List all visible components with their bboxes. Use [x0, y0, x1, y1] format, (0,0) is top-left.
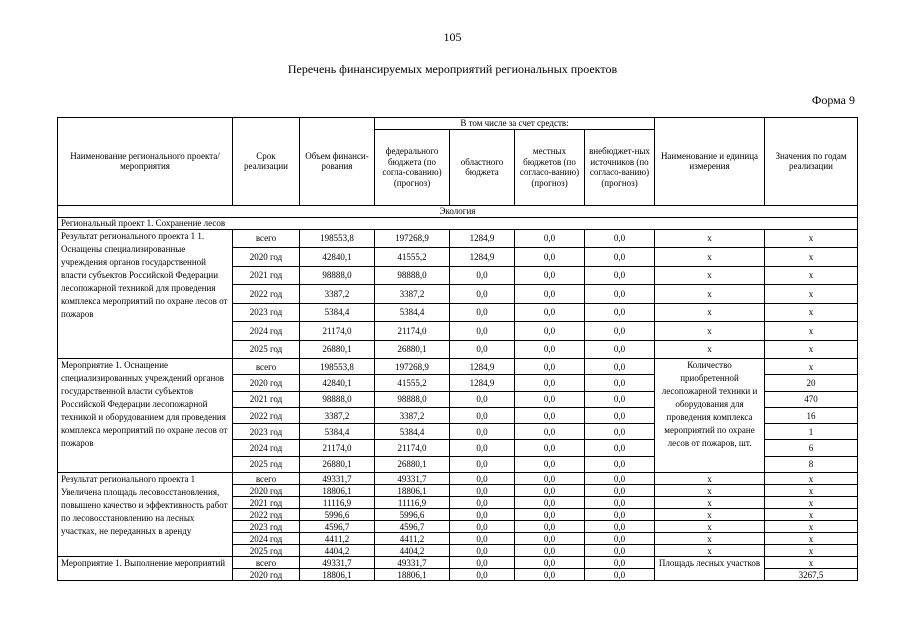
- regional-cell: 0,0: [450, 266, 515, 285]
- term-cell: 2021 год: [233, 391, 300, 407]
- project-row: Региональный проект 1. Сохранение лесов: [58, 217, 858, 229]
- term-cell: 2020 год: [233, 375, 300, 391]
- indicator-cell: х: [655, 285, 765, 304]
- local-cell: 0,0: [515, 359, 585, 375]
- volume-cell: 11116,9: [300, 497, 375, 509]
- volume-cell: 21174,0: [300, 440, 375, 456]
- term-cell: 2020 год: [233, 569, 300, 581]
- federal-cell: 4404,2: [375, 545, 450, 557]
- federal-cell: 21174,0: [375, 322, 450, 341]
- volume-cell: 18806,1: [300, 569, 375, 581]
- indicator-cell: х: [655, 533, 765, 545]
- federal-cell: 197268,9: [375, 229, 450, 248]
- regional-cell: 0,0: [450, 322, 515, 341]
- indicator-cell: х: [655, 340, 765, 359]
- regional-cell: 0,0: [450, 545, 515, 557]
- regional-cell: 0,0: [450, 473, 515, 485]
- term-cell: 2024 год: [233, 533, 300, 545]
- local-cell: 0,0: [515, 557, 585, 569]
- value-cell: х: [765, 485, 858, 497]
- federal-cell: 41555,2: [375, 375, 450, 391]
- regional-cell: 0,0: [450, 424, 515, 440]
- federal-cell: 5384,4: [375, 424, 450, 440]
- term-cell: 2021 год: [233, 266, 300, 285]
- local-cell: 0,0: [515, 509, 585, 521]
- indicator-cell: х: [655, 303, 765, 322]
- row-label: Результат регионального проекта 1 Увеличена площадь лесовосстановления, повышено качество и эффективность работ по лесовосстановлению на лесных участках, не переданных в аренду: [58, 473, 233, 557]
- volume-cell: 3387,2: [300, 407, 375, 423]
- volume-cell: 198553,8: [300, 229, 375, 248]
- regional-cell: 0,0: [450, 497, 515, 509]
- header-extra: внебюджет-ных источников (по согласо-ванию) (прогноз): [585, 129, 655, 205]
- header-values: Значения по годам реализации: [765, 118, 858, 206]
- federal-cell: 49331,7: [375, 557, 450, 569]
- indicator-cell: х: [655, 485, 765, 497]
- value-cell: 20: [765, 375, 858, 391]
- federal-cell: 197268,9: [375, 359, 450, 375]
- federal-cell: 4411,2: [375, 533, 450, 545]
- header-local: местных бюджетов (по согласо-ванию) (прогноз): [515, 129, 585, 205]
- local-cell: 0,0: [515, 521, 585, 533]
- local-cell: 0,0: [515, 375, 585, 391]
- indicator-cell: х: [655, 473, 765, 485]
- volume-cell: 21174,0: [300, 322, 375, 341]
- indicator-cell: х: [655, 229, 765, 248]
- table-row: [58, 229, 858, 248]
- extra-cell: 0,0: [585, 521, 655, 533]
- regional-cell: 0,0: [450, 521, 515, 533]
- extra-cell: 0,0: [585, 303, 655, 322]
- term-cell: 2025 год: [233, 340, 300, 359]
- value-cell: х: [765, 266, 858, 285]
- federal-cell: 49331,7: [375, 473, 450, 485]
- table-row: [58, 359, 858, 375]
- value-cell: 1: [765, 424, 858, 440]
- indicator-cell: х: [655, 521, 765, 533]
- volume-cell: 4411,2: [300, 533, 375, 545]
- volume-cell: 26880,1: [300, 456, 375, 472]
- local-cell: 0,0: [515, 485, 585, 497]
- extra-cell: 0,0: [585, 545, 655, 557]
- table-row: [58, 557, 858, 569]
- term-cell: 2023 год: [233, 303, 300, 322]
- table-row: [58, 473, 858, 485]
- header-group: В том числе за счет средств:: [375, 118, 655, 130]
- volume-cell: 198553,8: [300, 359, 375, 375]
- extra-cell: 0,0: [585, 375, 655, 391]
- header-federal: федерального бюджета (по согла-сованию) (прогноз): [375, 129, 450, 205]
- term-cell: всего: [233, 473, 300, 485]
- regional-cell: 1284,9: [450, 375, 515, 391]
- value-cell: х: [765, 303, 858, 322]
- volume-cell: 26880,1: [300, 340, 375, 359]
- header-regional: областного бюджета: [450, 129, 515, 205]
- local-cell: 0,0: [515, 391, 585, 407]
- value-cell: х: [765, 359, 858, 375]
- value-cell: х: [765, 248, 858, 267]
- result-block-2: [58, 473, 858, 557]
- indicator-cell: х: [655, 266, 765, 285]
- indicator-cell: Количество приобретенной лесопожарной техники и оборудования для проведения комплекса мероприятий по охране лесов от пожаров, шт.: [655, 359, 765, 473]
- value-cell: х: [765, 497, 858, 509]
- local-cell: 0,0: [515, 340, 585, 359]
- extra-cell: 0,0: [585, 485, 655, 497]
- local-cell: 0,0: [515, 285, 585, 304]
- regional-cell: 0,0: [450, 407, 515, 423]
- federal-cell: 98888,0: [375, 391, 450, 407]
- federal-cell: 4596,7: [375, 521, 450, 533]
- volume-cell: 5384,4: [300, 303, 375, 322]
- volume-cell: 42840,1: [300, 248, 375, 267]
- regional-cell: 0,0: [450, 557, 515, 569]
- federal-cell: 21174,0: [375, 440, 450, 456]
- term-cell: 2025 год: [233, 456, 300, 472]
- value-cell: х: [765, 473, 858, 485]
- local-cell: 0,0: [515, 473, 585, 485]
- extra-cell: 0,0: [585, 359, 655, 375]
- regional-cell: 0,0: [450, 456, 515, 472]
- regional-cell: 0,0: [450, 485, 515, 497]
- extra-cell: 0,0: [585, 266, 655, 285]
- extra-cell: 0,0: [585, 509, 655, 521]
- header-volume: Объем финанси-рования: [300, 118, 375, 206]
- extra-cell: 0,0: [585, 569, 655, 581]
- federal-cell: 18806,1: [375, 485, 450, 497]
- volume-cell: 5996,6: [300, 509, 375, 521]
- local-cell: 0,0: [515, 266, 585, 285]
- indicator-cell: х: [655, 497, 765, 509]
- activity-block-2: [58, 557, 858, 581]
- regional-cell: 0,0: [450, 340, 515, 359]
- value-cell: х: [765, 229, 858, 248]
- federal-cell: 5996,6: [375, 509, 450, 521]
- extra-cell: 0,0: [585, 557, 655, 569]
- value-cell: 8: [765, 456, 858, 472]
- volume-cell: 4596,7: [300, 521, 375, 533]
- indicator-cell: Площадь лесных участков: [655, 557, 765, 581]
- term-cell: 2020 год: [233, 248, 300, 267]
- row-label: Мероприятие 1. Выполнение мероприятий: [58, 557, 233, 581]
- extra-cell: 0,0: [585, 533, 655, 545]
- volume-cell: 98888,0: [300, 266, 375, 285]
- federal-cell: 26880,1: [375, 340, 450, 359]
- header-term: Срок реализации: [233, 118, 300, 206]
- extra-cell: 0,0: [585, 391, 655, 407]
- result-block-1: [58, 229, 858, 359]
- local-cell: 0,0: [515, 440, 585, 456]
- indicator-cell: х: [655, 509, 765, 521]
- volume-cell: 49331,7: [300, 557, 375, 569]
- value-cell: х: [765, 509, 858, 521]
- extra-cell: 0,0: [585, 456, 655, 472]
- extra-cell: 0,0: [585, 473, 655, 485]
- local-cell: 0,0: [515, 322, 585, 341]
- value-cell: 6: [765, 440, 858, 456]
- value-cell: х: [765, 521, 858, 533]
- indicator-cell: х: [655, 248, 765, 267]
- extra-cell: 0,0: [585, 285, 655, 304]
- extra-cell: 0,0: [585, 340, 655, 359]
- row-label: Мероприятие 1. Оснащение специализированных учреждений органов государственной власти субъектов Российской Федерации лесопожарной техникой и оборудованием для проведения комплекса мероприятий по охране лесов от пожаров: [58, 359, 233, 473]
- term-cell: 2022 год: [233, 285, 300, 304]
- local-cell: 0,0: [515, 407, 585, 423]
- page-number: 105: [443, 30, 462, 44]
- extra-cell: 0,0: [585, 497, 655, 509]
- federal-cell: 41555,2: [375, 248, 450, 267]
- regional-cell: 0,0: [450, 440, 515, 456]
- federal-cell: 18806,1: [375, 569, 450, 581]
- activity-block-1: [58, 359, 858, 473]
- federal-cell: 98888,0: [375, 266, 450, 285]
- value-cell: х: [765, 285, 858, 304]
- federal-cell: 5384,4: [375, 303, 450, 322]
- extra-cell: 0,0: [585, 424, 655, 440]
- volume-cell: 98888,0: [300, 391, 375, 407]
- value-cell: х: [765, 533, 858, 545]
- regional-cell: 0,0: [450, 303, 515, 322]
- term-cell: всего: [233, 557, 300, 569]
- regional-cell: 0,0: [450, 391, 515, 407]
- regional-cell: 1284,9: [450, 248, 515, 267]
- local-cell: 0,0: [515, 545, 585, 557]
- volume-cell: 18806,1: [300, 485, 375, 497]
- term-cell: 2024 год: [233, 440, 300, 456]
- local-cell: 0,0: [515, 229, 585, 248]
- indicator-cell: х: [655, 545, 765, 557]
- regional-cell: 0,0: [450, 285, 515, 304]
- local-cell: 0,0: [515, 497, 585, 509]
- volume-cell: 3387,2: [300, 285, 375, 304]
- local-cell: 0,0: [515, 303, 585, 322]
- term-cell: 2020 год: [233, 485, 300, 497]
- value-cell: х: [765, 545, 858, 557]
- extra-cell: 0,0: [585, 322, 655, 341]
- term-cell: всего: [233, 359, 300, 375]
- value-cell: х: [765, 557, 858, 569]
- volume-cell: 5384,4: [300, 424, 375, 440]
- local-cell: 0,0: [515, 248, 585, 267]
- local-cell: 0,0: [515, 533, 585, 545]
- extra-cell: 0,0: [585, 248, 655, 267]
- term-cell: 2022 год: [233, 509, 300, 521]
- federal-cell: 11116,9: [375, 497, 450, 509]
- federal-cell: 26880,1: [375, 456, 450, 472]
- local-cell: 0,0: [515, 456, 585, 472]
- form-label: Форма 9: [811, 93, 855, 107]
- value-cell: 3267,5: [765, 569, 858, 581]
- volume-cell: 4404,2: [300, 545, 375, 557]
- header-name: Наименование регионального проекта/ мероприятия: [58, 118, 233, 206]
- page-title: Перечень финансируемых мероприятий региональных проектов: [287, 62, 618, 76]
- indicator-cell: х: [655, 322, 765, 341]
- section-row: Экология: [58, 205, 858, 217]
- financing-table: [57, 117, 858, 581]
- term-cell: 2024 год: [233, 322, 300, 341]
- term-cell: всего: [233, 229, 300, 248]
- value-cell: х: [765, 322, 858, 341]
- volume-cell: 49331,7: [300, 473, 375, 485]
- regional-cell: 1284,9: [450, 229, 515, 248]
- local-cell: 0,0: [515, 424, 585, 440]
- regional-cell: 0,0: [450, 533, 515, 545]
- regional-cell: 1284,9: [450, 359, 515, 375]
- row-label: Результат регионального проекта 1 1. Оснащены специализированные учреждения органов государственной власти субъектов Российской Федерации лесопожарной техникой для проведения комплекса мероприятий по охране лесов от пожаров: [58, 229, 233, 359]
- federal-cell: 3387,2: [375, 407, 450, 423]
- regional-cell: 0,0: [450, 509, 515, 521]
- term-cell: 2021 год: [233, 497, 300, 509]
- header-indicator: Наименование и единица измерения: [655, 118, 765, 206]
- value-cell: 16: [765, 407, 858, 423]
- term-cell: 2025 год: [233, 545, 300, 557]
- volume-cell: 42840,1: [300, 375, 375, 391]
- term-cell: 2023 год: [233, 424, 300, 440]
- term-cell: 2023 год: [233, 521, 300, 533]
- value-cell: х: [765, 340, 858, 359]
- extra-cell: 0,0: [585, 407, 655, 423]
- extra-cell: 0,0: [585, 229, 655, 248]
- local-cell: 0,0: [515, 569, 585, 581]
- federal-cell: 3387,2: [375, 285, 450, 304]
- value-cell: 470: [765, 391, 858, 407]
- term-cell: 2022 год: [233, 407, 300, 423]
- extra-cell: 0,0: [585, 440, 655, 456]
- regional-cell: 0,0: [450, 569, 515, 581]
